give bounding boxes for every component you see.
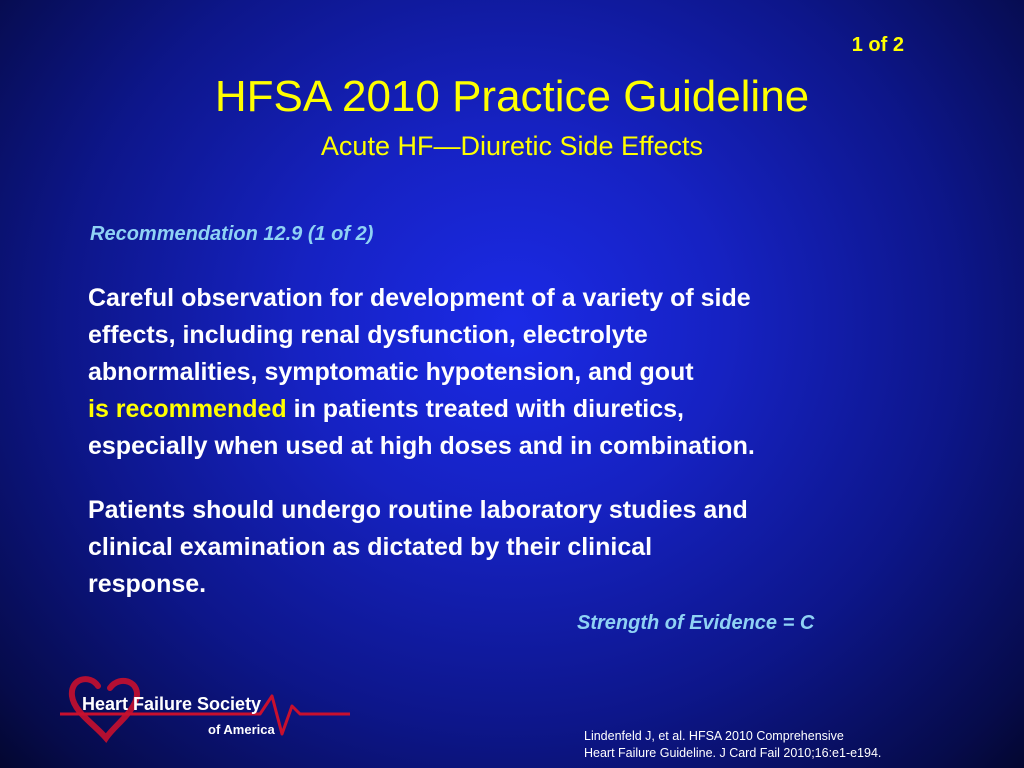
paragraph-line: especially when used at high doses and in combination. bbox=[88, 432, 755, 460]
citation bbox=[584, 728, 881, 762]
paragraph-line: clinical examination as dictated by their clinical bbox=[88, 533, 653, 561]
paragraph-line: abnormalities, symptomatic hypotension, and gout bbox=[88, 358, 694, 386]
heart-ecg-icon bbox=[60, 676, 350, 746]
monitoring-paragraph bbox=[88, 492, 948, 603]
citation-line: Heart Failure Guideline. J Card Fail 2010;16:e1-e194. bbox=[584, 746, 882, 760]
hfsa-logo bbox=[60, 676, 350, 746]
recommendation-label: Recommendation 12.9 (1 of 2) bbox=[90, 223, 374, 245]
logo-name-line2: of America bbox=[208, 722, 275, 737]
strength-of-evidence: Strength of Evidence = C bbox=[577, 612, 815, 634]
recommendation-paragraph bbox=[88, 280, 948, 465]
paragraph-line-rest: in patients treated with diuretics, bbox=[286, 395, 684, 423]
paragraph-line: Patients should undergo routine laboratory studies and bbox=[88, 496, 748, 524]
slide-subtitle: Acute HF—Diuretic Side Effects bbox=[320, 131, 704, 161]
paragraph-line: effects, including renal dysfunction, electrolyte bbox=[88, 321, 648, 349]
paragraph-line: response. bbox=[88, 570, 207, 598]
citation-line: Lindenfeld J, et al. HFSA 2010 Comprehensive bbox=[584, 729, 844, 743]
paragraph-line: Careful observation for development of a variety of side bbox=[88, 284, 751, 312]
slide-title: HFSA 2010 Practice Guideline bbox=[214, 72, 810, 121]
logo-name-line1: Heart Failure Society bbox=[82, 694, 262, 714]
paragraph-line bbox=[88, 391, 948, 428]
page-indicator: 1 of 2 bbox=[851, 34, 904, 56]
recommendation-highlight: is recommended bbox=[88, 395, 287, 423]
